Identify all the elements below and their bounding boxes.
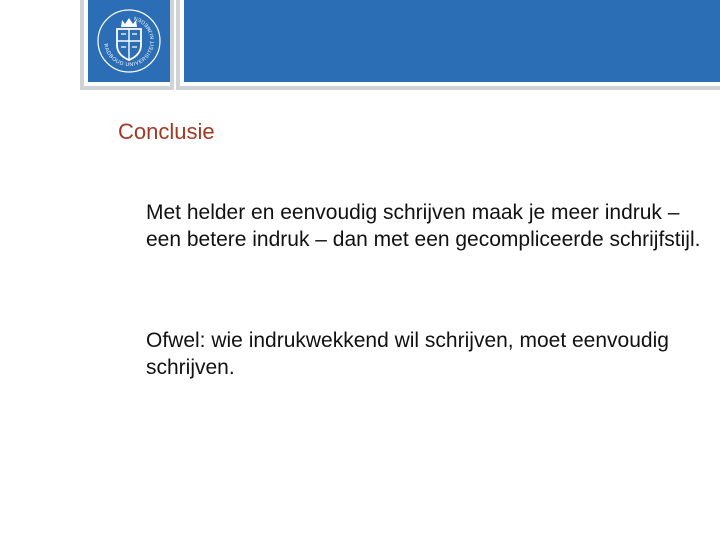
conclusion-paragraph-2-period: . bbox=[228, 356, 235, 379]
slide-title: Conclusie bbox=[118, 119, 215, 144]
conclusion-paragraph-2 bbox=[146, 327, 706, 381]
logo-block bbox=[88, 0, 170, 82]
header-band bbox=[176, 0, 720, 90]
logo-ring-text: RADBOUD UNIVERSITEIT NIJMEGEN bbox=[102, 14, 157, 69]
header-fill bbox=[184, 0, 720, 82]
conclusion-paragraph-2-text: Ofwel: wie indrukwekkend wil schrijven, moet eenvoudig schrijven bbox=[146, 329, 669, 379]
conclusion-paragraph-1: Met helder en eenvoudig schrijven maak je meer indruk – een betere indruk – dan met een gecompliceerde schrijfstijl. bbox=[146, 201, 701, 251]
logo-frame bbox=[80, 0, 174, 90]
university-seal-icon bbox=[95, 7, 163, 75]
